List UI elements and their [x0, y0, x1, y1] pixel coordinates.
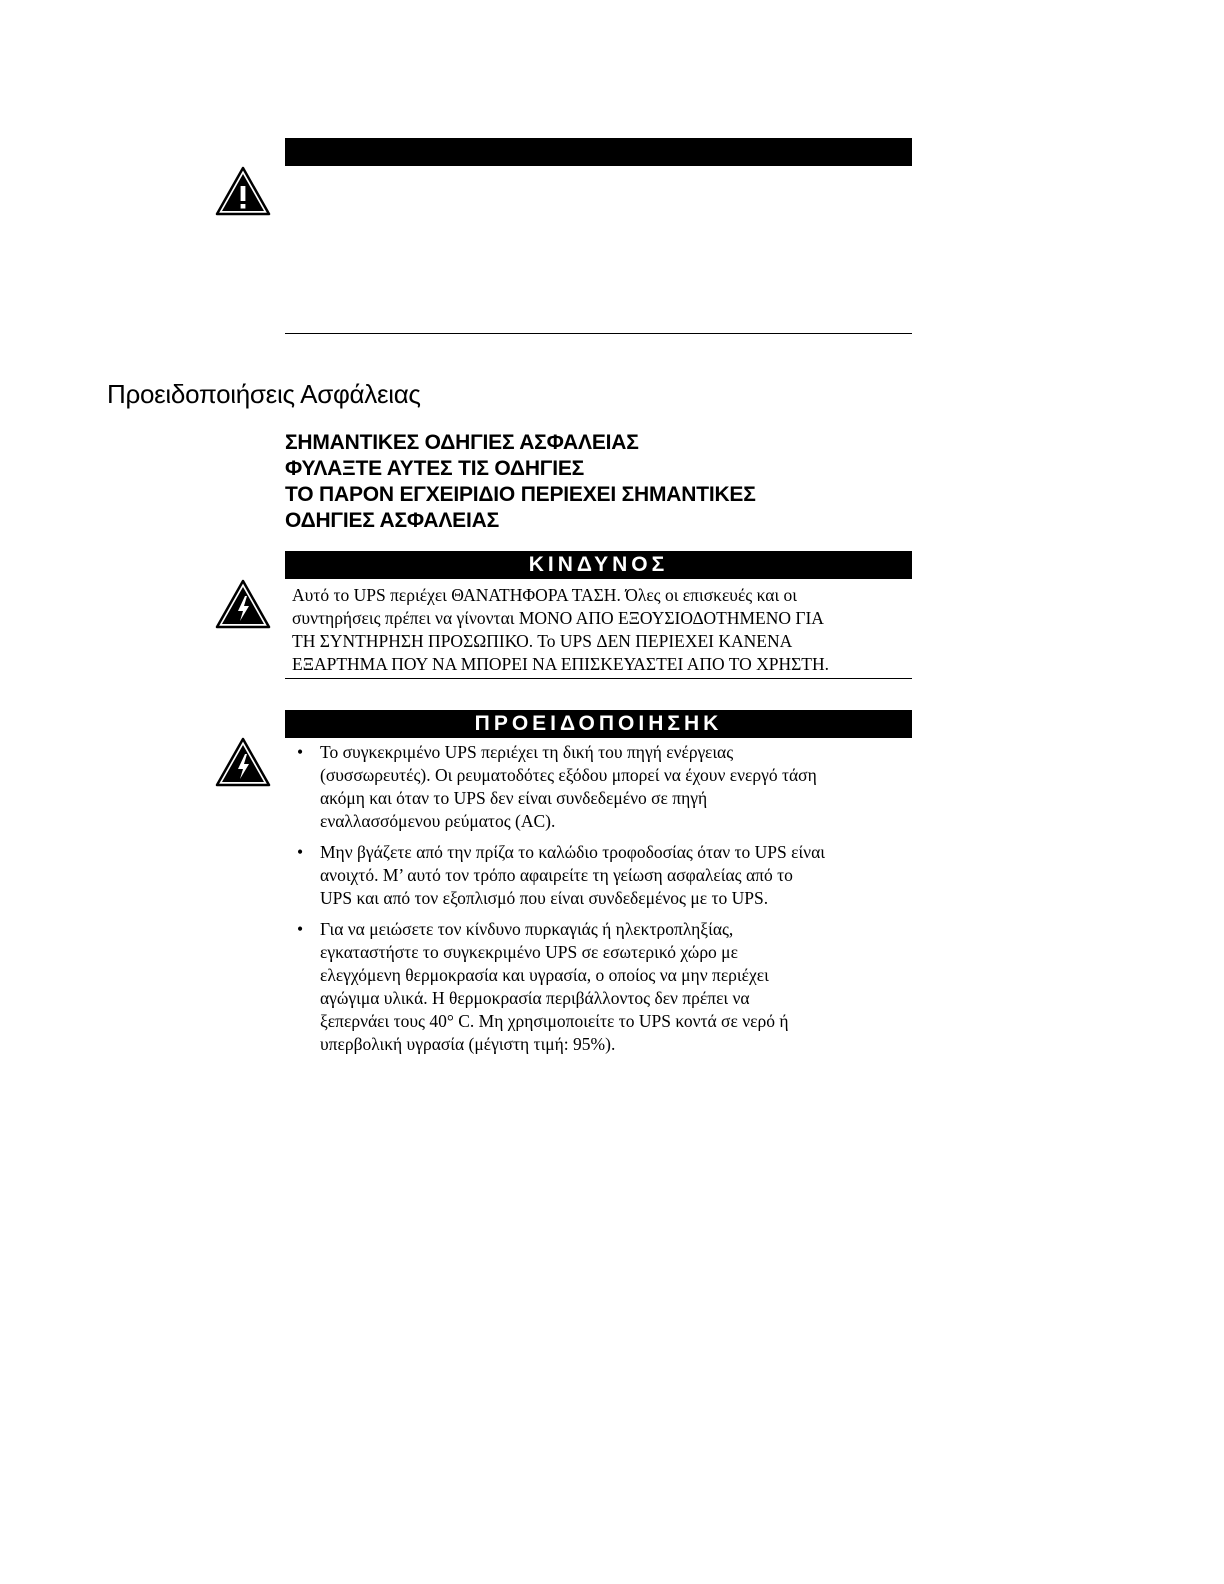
danger-heading: ΚΙΝΔΥΝΟΣ: [285, 551, 912, 579]
danger-text: [292, 584, 829, 676]
bullet-line: ξεπερνάει τους 40° C. Μη χρησιμοποιείτε το UPS κοντά σε νερό ή: [320, 1011, 789, 1031]
important-line: ΦΥΛΑΞΤΕ ΑΥΤΕΣ ΤΙΣ ΟΔΗΓΙΕΣ: [285, 457, 585, 480]
caution-header-bar: [285, 138, 912, 166]
bullet-line: ακόμη και όταν το UPS δεν είναι συνδεδεμένο σε πηγή: [320, 788, 708, 808]
important-line: ΟΔΗΓΙΕΣ ΑΣΦΑΛΕΙΑΣ: [285, 509, 499, 532]
bullet-marker: •: [297, 842, 304, 862]
bullet-line: αγώγιμα υλικά. Η θερμοκρασία περιβάλλοντος δεν πρέπει να: [320, 988, 750, 1008]
bullet-marker: •: [297, 742, 304, 762]
important-instructions: [285, 430, 756, 534]
bullet-line: εναλλασσόμενου ρεύματος (AC).: [320, 811, 556, 831]
danger-bottom-rule: [285, 678, 912, 679]
bullet-line: UPS και από τον εξοπλισμό που είναι συνδεδεμένος με το UPS.: [320, 888, 769, 908]
caution-bottom-rule: [285, 333, 912, 334]
danger-line: ΕΞΑΡΤΗΜΑ ΠΟΥ ΝΑ ΜΠΟΡΕΙ ΝΑ ΕΠΙΣΚΕΥΑΣΤΕΙ ΑΠΟ ΤΟ ΧΡΗΣΤΗ.: [292, 654, 829, 674]
section-title: Προειδοποιήσεις Ασφάλειας: [107, 379, 421, 409]
important-line: ΣΗΜΑΝΤΙΚΕΣ ΟΔΗΓΙΕΣ ΑΣΦΑΛΕΙΑΣ: [285, 431, 639, 454]
bullet-marker: •: [297, 919, 304, 939]
bullet-line: Το συγκεκριμένο UPS περιέχει τη δική του πηγή ενέργειας: [320, 742, 734, 762]
warning-bullet-item: [297, 918, 917, 1056]
warning-bullet-item: [297, 841, 917, 910]
caution-exclamation-icon: [214, 165, 270, 215]
bullet-line: υπερβολική υγρασία (μέγιστη τιμή: 95%).: [320, 1034, 616, 1054]
danger-line: συντηρήσεις πρέπει να γίνονται ΜΟΝΟ ΑΠΟ ΕΞΟΥΣΙΟΔΟΤΗΜΕΝΟ ΓΙΑ: [292, 608, 824, 628]
warning-heading: ΠΡΟΕΙΔΟΠΟΙΗΣΗΚ: [285, 710, 912, 738]
bullet-line: ανοιχτό. Μ’ αυτό τον τρόπο αφαιρείτε τη γείωση ασφαλείας από το: [320, 865, 793, 885]
warning-bullet-item: [297, 741, 917, 833]
bullet-line: Για να μειώσετε τον κίνδυνο πυρκαγιάς ή ηλεκτροπληξίας,: [320, 919, 734, 939]
danger-line: Αυτό το UPS περιέχει ΘΑΝΑΤΗΦΟΡΑ ΤΑΣΗ. Όλες οι επισκευές και οι: [292, 585, 797, 605]
high-voltage-icon: [214, 578, 270, 628]
high-voltage-icon: [214, 736, 270, 786]
warning-bullet-list: [297, 741, 917, 1064]
bullet-line: (συσσωρευτές). Οι ρευματοδότες εξόδου μπορεί να έχουν ενεργό τάση: [320, 765, 817, 785]
bullet-line: εγκαταστήστε το συγκεκριμένο UPS σε εσωτερικό χώρο με: [320, 942, 738, 962]
bullet-line: Μην βγάζετε από την πρίζα το καλώδιο τροφοδοσίας όταν το UPS είναι: [320, 842, 825, 862]
important-line: ΤΟ ΠΑΡΟΝ ΕΓΧΕΙΡΙΔΙΟ ΠΕΡΙΕΧΕΙ ΣΗΜΑΝΤΙΚΕΣ: [285, 483, 756, 506]
bullet-line: ελεγχόμενη θερμοκρασία και υγρασία, ο οποίος να μην περιέχει: [320, 965, 769, 985]
danger-line: ΤΗ ΣΥΝΤΗΡΗΣΗ ΠΡΟΣΩΠΙΚΟ. Το UPS ΔΕΝ ΠΕΡΙΕΧΕΙ ΚΑΝΕΝΑ: [292, 631, 793, 651]
